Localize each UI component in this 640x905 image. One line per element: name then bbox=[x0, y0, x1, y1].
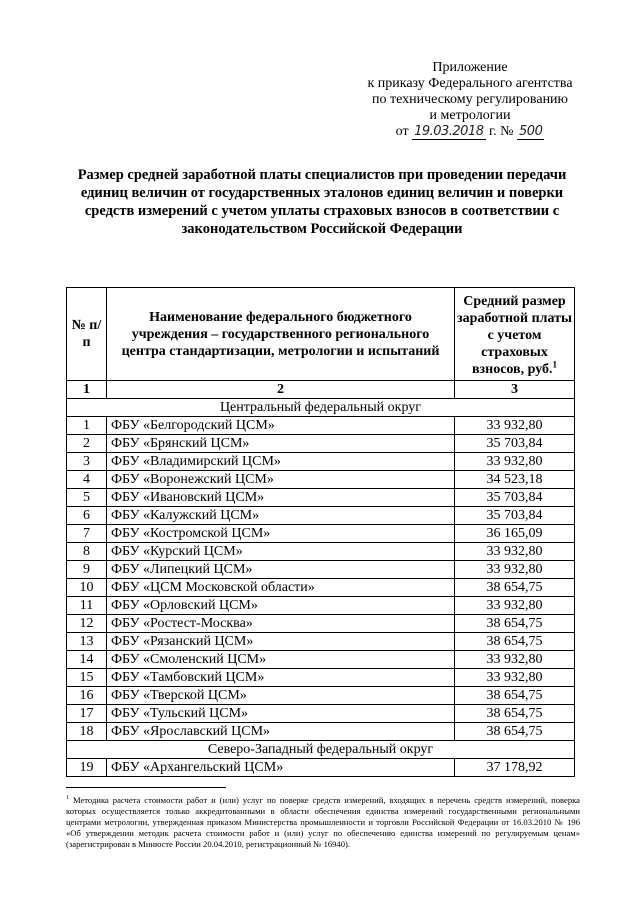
header-num: № п/п bbox=[67, 288, 107, 381]
salary-value: 33 932,80 bbox=[455, 561, 575, 579]
salary-value: 38 654,75 bbox=[455, 633, 575, 651]
center-name: ФБУ «ЦСМ Московской области» bbox=[107, 579, 455, 597]
table-row bbox=[67, 471, 575, 489]
row-number: 9 bbox=[67, 561, 107, 579]
row-number: 6 bbox=[67, 507, 107, 525]
district-row bbox=[67, 741, 575, 759]
salary-value: 36 165,09 bbox=[455, 525, 575, 543]
table-row bbox=[67, 543, 575, 561]
center-name: ФБУ «Ярославский ЦСМ» bbox=[107, 723, 455, 741]
appendix-line: по техническому регулированию bbox=[371, 92, 569, 107]
footnote bbox=[66, 795, 580, 850]
header-value bbox=[455, 288, 575, 381]
appendix-line: и метрологии bbox=[429, 108, 511, 123]
center-name: ФБУ «Курский ЦСМ» bbox=[107, 543, 455, 561]
appendix-line: к приказу Федерального агентства bbox=[367, 76, 573, 91]
table-row bbox=[67, 759, 575, 777]
table-row bbox=[67, 561, 575, 579]
center-name: ФБУ «Владимирский ЦСМ» bbox=[107, 453, 455, 471]
salary-value: 38 654,75 bbox=[455, 579, 575, 597]
appendix-line: Приложение bbox=[432, 60, 508, 75]
row-number: 7 bbox=[67, 525, 107, 543]
header-name: Наименование федерального бюджетного учреждения – государственного регионального центра стандартизации, метрологии и испытаний bbox=[107, 288, 455, 381]
row-number: 18 bbox=[67, 723, 107, 741]
appendix-block bbox=[350, 60, 590, 140]
salary-value: 33 932,80 bbox=[455, 417, 575, 435]
order-prefix: от bbox=[395, 124, 409, 139]
table-row bbox=[67, 435, 575, 453]
table-row bbox=[67, 507, 575, 525]
table-row bbox=[67, 705, 575, 723]
row-number: 1 bbox=[67, 417, 107, 435]
row-number: 12 bbox=[67, 615, 107, 633]
table-row bbox=[67, 633, 575, 651]
table-row bbox=[67, 687, 575, 705]
center-name: ФБУ «Смоленский ЦСМ» bbox=[107, 651, 455, 669]
table-header-row bbox=[67, 288, 575, 381]
salary-value: 33 932,80 bbox=[455, 651, 575, 669]
center-name: ФБУ «Калужский ЦСМ» bbox=[107, 507, 455, 525]
table-row bbox=[67, 453, 575, 471]
row-number: 15 bbox=[67, 669, 107, 687]
center-name: ФБУ «Тверской ЦСМ» bbox=[107, 687, 455, 705]
table-row bbox=[67, 723, 575, 741]
table-row bbox=[67, 525, 575, 543]
salary-value: 34 523,18 bbox=[455, 471, 575, 489]
center-name: ФБУ «Белгородский ЦСМ» bbox=[107, 417, 455, 435]
center-name: ФБУ «Липецкий ЦСМ» bbox=[107, 561, 455, 579]
table-row bbox=[67, 669, 575, 687]
footnote-text: Методика расчета стоимости работ и (или) услуг по поверке средств измерений, входящих в перечень средств измерений, поверка которых осуществляется только аккредитованными в области обеспечения единства измерений государственными региональными центрами метрологии, утвержденная приказом Министерства промышленности и торговли Российской Федерации от 16.03.2010 № 196 «Об утверждении методик расчета стоимости работ и (или) услуг по обеспечению единства измерений по регулируемым ценам» (зарегистрирован в Минюсте России 20.04.2010, регистрационный № 16940). bbox=[66, 795, 580, 849]
table-row bbox=[67, 417, 575, 435]
order-number-label: г. № bbox=[489, 124, 514, 139]
row-number: 8 bbox=[67, 543, 107, 561]
order-reference bbox=[350, 124, 590, 140]
salary-value: 35 703,84 bbox=[455, 507, 575, 525]
center-name: ФБУ «Ростест-Москва» bbox=[107, 615, 455, 633]
row-number: 5 bbox=[67, 489, 107, 507]
row-number: 19 bbox=[67, 759, 107, 777]
salary-value: 35 703,84 bbox=[455, 489, 575, 507]
center-name: ФБУ «Рязанский ЦСМ» bbox=[107, 633, 455, 651]
column-index-row bbox=[67, 381, 575, 399]
district-row bbox=[67, 399, 575, 417]
row-number: 13 bbox=[67, 633, 107, 651]
row-number: 16 bbox=[67, 687, 107, 705]
table-row bbox=[67, 597, 575, 615]
salary-table bbox=[66, 287, 575, 777]
salary-value: 38 654,75 bbox=[455, 723, 575, 741]
header-value-text: Средний размер заработной платы с учетом страховых взносов, руб. bbox=[457, 294, 572, 377]
center-name: ФБУ «Тульский ЦСМ» bbox=[107, 705, 455, 723]
center-name: ФБУ «Ивановский ЦСМ» bbox=[107, 489, 455, 507]
salary-value: 33 932,80 bbox=[455, 669, 575, 687]
salary-value: 33 932,80 bbox=[455, 453, 575, 471]
row-number: 11 bbox=[67, 597, 107, 615]
order-date: 19.03.2018 bbox=[414, 124, 484, 139]
footnote-mark: 1 bbox=[66, 795, 69, 802]
footnote-divider bbox=[66, 787, 226, 788]
row-number: 2 bbox=[67, 435, 107, 453]
document-title: Размер средней заработной платы специалистов при проведении передачи единиц величин от государственных эталонов единиц величин и поверки средств измерений с учетом уплаты страховых взносов в соответствии с законодательством Российской Федерации bbox=[77, 167, 567, 237]
column-index: 1 bbox=[67, 381, 107, 399]
center-name: ФБУ «Тамбовский ЦСМ» bbox=[107, 669, 455, 687]
salary-value: 38 654,75 bbox=[455, 615, 575, 633]
table-row bbox=[67, 579, 575, 597]
table-row bbox=[67, 615, 575, 633]
center-name: ФБУ «Орловский ЦСМ» bbox=[107, 597, 455, 615]
footnote-ref: 1 bbox=[552, 359, 558, 370]
center-name: ФБУ «Костромской ЦСМ» bbox=[107, 525, 455, 543]
row-number: 4 bbox=[67, 471, 107, 489]
district-name: Центральный федеральный округ bbox=[67, 399, 575, 417]
row-number: 3 bbox=[67, 453, 107, 471]
table-row bbox=[67, 651, 575, 669]
salary-value: 35 703,84 bbox=[455, 435, 575, 453]
column-index: 3 bbox=[455, 381, 575, 399]
salary-value: 37 178,92 bbox=[455, 759, 575, 777]
salary-value: 33 932,80 bbox=[455, 597, 575, 615]
district-name: Северо-Западный федеральный округ bbox=[67, 741, 575, 759]
row-number: 17 bbox=[67, 705, 107, 723]
center-name: ФБУ «Брянский ЦСМ» bbox=[107, 435, 455, 453]
center-name: ФБУ «Архангельский ЦСМ» bbox=[107, 759, 455, 777]
column-index: 2 bbox=[107, 381, 455, 399]
salary-value: 38 654,75 bbox=[455, 705, 575, 723]
row-number: 14 bbox=[67, 651, 107, 669]
row-number: 10 bbox=[67, 579, 107, 597]
order-number: 500 bbox=[519, 124, 543, 139]
salary-value: 33 932,80 bbox=[455, 543, 575, 561]
center-name: ФБУ «Воронежский ЦСМ» bbox=[107, 471, 455, 489]
table-row bbox=[67, 489, 575, 507]
salary-value: 38 654,75 bbox=[455, 687, 575, 705]
table-body bbox=[67, 399, 575, 777]
